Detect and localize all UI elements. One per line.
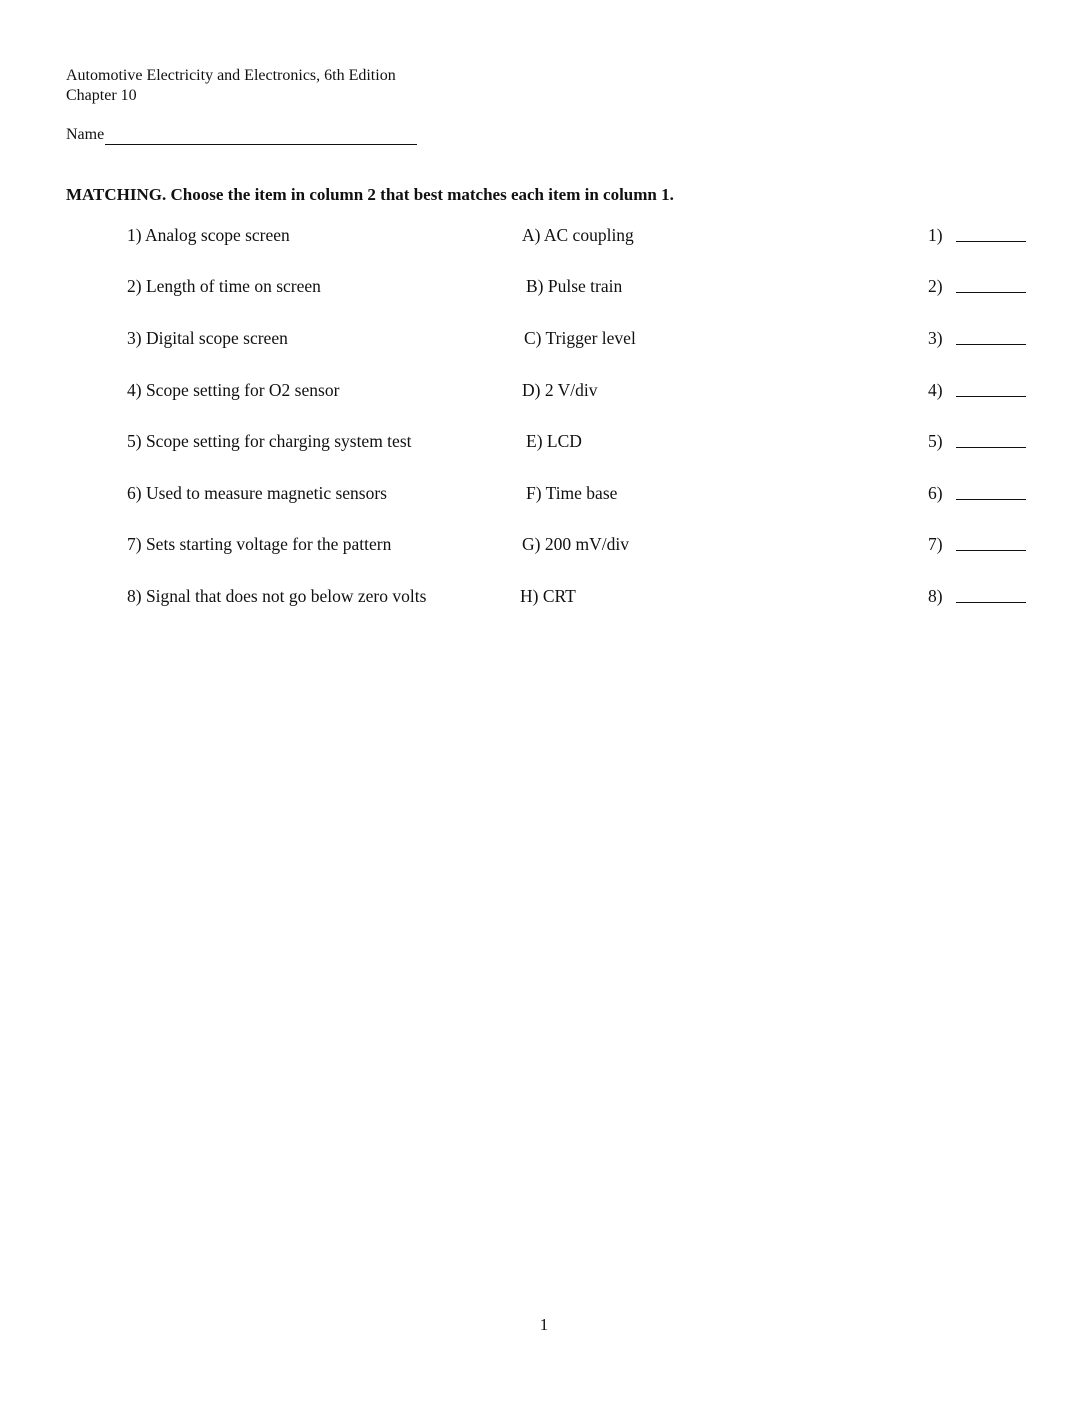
name-blank-line[interactable] (105, 126, 417, 145)
name-label: Name (66, 126, 105, 143)
answer-number: 8) (928, 586, 943, 606)
answer-blank[interactable] (956, 292, 1026, 293)
answer-blank[interactable] (956, 550, 1026, 551)
column1-item: 5) Scope setting for charging system test (127, 431, 412, 451)
answer-blank[interactable] (956, 241, 1026, 242)
matching-row (0, 583, 1088, 609)
matching-row (0, 428, 1088, 454)
column1-item: 7) Sets starting voltage for the pattern (127, 534, 392, 554)
column1-item: 4) Scope setting for O2 sensor (127, 380, 340, 400)
page-number: 1 (539, 1315, 549, 1334)
chapter-label: Chapter 10 (66, 87, 137, 104)
answer-number: 1) (928, 225, 943, 245)
column1-item: 2) Length of time on screen (127, 276, 321, 296)
answer-blank[interactable] (956, 447, 1026, 448)
column2-item: H) CRT (520, 586, 576, 606)
answer-blank[interactable] (956, 602, 1026, 603)
column2-item: G) 200 mV/div (522, 534, 629, 554)
matching-instructions: MATCHING. Choose the item in column 2 that best matches each item in column 1. (66, 185, 674, 204)
column1-item: 1) Analog scope screen (127, 225, 290, 245)
answer-number: 5) (928, 431, 943, 451)
answer-blank[interactable] (956, 344, 1026, 345)
matching-row (0, 273, 1088, 299)
column2-item: D) 2 V/div (522, 380, 598, 400)
answer-number: 6) (928, 483, 943, 503)
answer-number: 4) (928, 380, 943, 400)
answer-number: 2) (928, 276, 943, 296)
matching-row (0, 325, 1088, 351)
column1-item: 6) Used to measure magnetic sensors (127, 483, 387, 503)
matching-row (0, 531, 1088, 557)
column1-item: 3) Digital scope screen (127, 328, 288, 348)
answer-number: 7) (928, 534, 943, 554)
answer-blank[interactable] (956, 396, 1026, 397)
answer-number: 3) (928, 328, 943, 348)
matching-row (0, 377, 1088, 403)
column2-item: B) Pulse train (526, 276, 623, 296)
column2-item: F) Time base (526, 483, 618, 503)
book-title: Automotive Electricity and Electronics, 6th Edition (66, 67, 396, 84)
matching-row (0, 222, 1088, 248)
column2-item: E) LCD (526, 431, 582, 451)
name-field-row (66, 125, 417, 145)
column2-item: A) AC coupling (522, 225, 634, 245)
column1-item: 8) Signal that does not go below zero volts (127, 586, 427, 606)
column2-item: C) Trigger level (524, 328, 636, 348)
answer-blank[interactable] (956, 499, 1026, 500)
matching-row (0, 480, 1088, 506)
